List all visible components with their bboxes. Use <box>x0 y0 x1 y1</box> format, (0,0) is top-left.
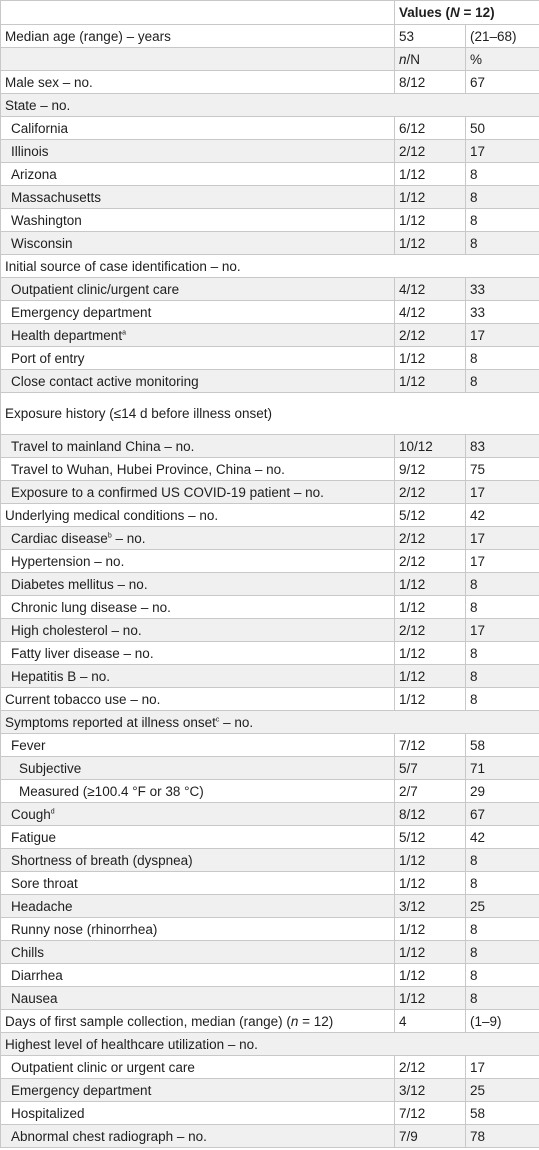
row-label-text: Headache <box>11 898 73 914</box>
table-row <box>1 25 539 48</box>
row-count: 7/9 <box>395 1125 466 1148</box>
row-percent: 29 <box>466 780 539 803</box>
row-count: 1/12 <box>395 232 466 255</box>
row-count: 53 <box>395 25 466 48</box>
row-label-text: Hepatitis B – no. <box>11 668 111 684</box>
row-label-suffix: – no. <box>111 530 146 546</box>
row-percent: 8 <box>466 688 539 711</box>
row-label <box>1 163 395 186</box>
table-row <box>1 140 539 163</box>
row-label-text: Exposure history (≤14 d before illness onset) <box>5 406 273 421</box>
table-header-row <box>1 1 539 25</box>
count-header-rest: /N <box>406 51 421 67</box>
table-row <box>1 278 539 301</box>
row-label <box>1 596 395 619</box>
row-label-text: Emergency department <box>11 304 152 320</box>
row-percent: 17 <box>466 481 539 504</box>
row-count: 1/12 <box>395 987 466 1010</box>
row-label <box>1 1010 395 1033</box>
row-label <box>1 370 395 393</box>
table-row <box>1 1102 539 1125</box>
row-label-text: Health department <box>11 327 123 343</box>
row-label <box>1 278 395 301</box>
table-row <box>1 1033 539 1056</box>
row-label-text: Hospitalized <box>11 1105 85 1121</box>
row-label-text: Port of entry <box>11 350 85 366</box>
row-label <box>1 71 395 94</box>
row-label-text: Chronic lung disease – no. <box>11 599 171 615</box>
table-row <box>1 435 539 458</box>
table-row <box>1 324 539 347</box>
row-percent: 33 <box>466 278 539 301</box>
row-percent: 17 <box>466 324 539 347</box>
table-row <box>1 941 539 964</box>
row-percent: 8 <box>466 918 539 941</box>
table-row <box>1 918 539 941</box>
row-label-text: Hypertension – no. <box>11 553 125 569</box>
table-row <box>1 481 539 504</box>
row-count: 7/12 <box>395 1102 466 1125</box>
row-label <box>1 1033 539 1056</box>
table-row <box>1 504 539 527</box>
table-row <box>1 757 539 780</box>
row-count: 1/12 <box>395 688 466 711</box>
table-row <box>1 186 539 209</box>
row-label-suffix: = 12) <box>298 1013 334 1029</box>
row-percent: 8 <box>466 370 539 393</box>
row-count: 8/12 <box>395 803 466 826</box>
row-label <box>1 140 395 163</box>
table-row <box>1 849 539 872</box>
table-row <box>1 301 539 324</box>
footnote-marker: d <box>50 808 55 815</box>
row-label-text: Current tobacco use – no. <box>5 691 161 707</box>
row-label-text: Emergency department <box>11 1082 152 1098</box>
row-count: 1/12 <box>395 209 466 232</box>
row-label <box>1 688 395 711</box>
header-values: Values (N = 12) <box>395 1 539 25</box>
row-label-text: High cholesterol – no. <box>11 622 142 638</box>
row-label <box>1 872 395 895</box>
row-label-text: Shortness of breath (dyspnea) <box>11 852 193 868</box>
row-percent: 50 <box>466 117 539 140</box>
row-label <box>1 1056 395 1079</box>
row-count: 5/12 <box>395 826 466 849</box>
table-row <box>1 665 539 688</box>
row-percent: 8 <box>466 596 539 619</box>
table-row <box>1 117 539 140</box>
row-percent: 8 <box>466 573 539 596</box>
row-percent: 42 <box>466 504 539 527</box>
table-row <box>1 619 539 642</box>
row-label <box>1 849 395 872</box>
row-label-text: Underlying medical conditions – no. <box>5 507 219 523</box>
row-label <box>1 895 395 918</box>
row-label-suffix: – no. <box>219 714 254 730</box>
row-label-text: Median age (range) – years <box>5 28 171 44</box>
row-label-text: Chills <box>11 944 45 960</box>
row-percent: 8 <box>466 347 539 370</box>
row-count: 2/7 <box>395 780 466 803</box>
table-row <box>1 987 539 1010</box>
row-percent: 25 <box>466 1079 539 1102</box>
footnote-marker: b <box>107 532 112 539</box>
row-percent: 8 <box>466 849 539 872</box>
row-label-text: Diarrhea <box>11 967 63 983</box>
row-percent: 8 <box>466 642 539 665</box>
row-percent: 17 <box>466 550 539 573</box>
row-count: 2/12 <box>395 1056 466 1079</box>
row-label-italic: n <box>290 1013 299 1029</box>
row-percent: 8 <box>466 665 539 688</box>
row-label <box>1 757 395 780</box>
row-count: 1/12 <box>395 941 466 964</box>
row-count: 1/12 <box>395 596 466 619</box>
row-label-text: Measured (≥100.4 °F or 38 °C) <box>19 783 204 799</box>
header-characteristic <box>1 1 395 25</box>
table-row <box>1 1125 539 1148</box>
row-label <box>1 665 395 688</box>
row-percent: 17 <box>466 527 539 550</box>
row-count: 2/12 <box>395 324 466 347</box>
row-label-text: Highest level of healthcare utilization – no. <box>5 1036 258 1052</box>
table-row <box>1 780 539 803</box>
row-percent: 17 <box>466 619 539 642</box>
row-label-text: Washington <box>11 212 82 228</box>
table-row <box>1 711 539 734</box>
row-count: 1/12 <box>395 665 466 688</box>
row-percent: 8 <box>466 163 539 186</box>
row-count: 2/12 <box>395 140 466 163</box>
row-percent: 8 <box>466 964 539 987</box>
row-percent: 8 <box>466 872 539 895</box>
row-label <box>1 481 395 504</box>
table-row <box>1 734 539 757</box>
row-label-text: Exposure to a confirmed US COVID-19 patient – no. <box>11 484 324 500</box>
row-label <box>1 1125 395 1148</box>
row-percent: 75 <box>466 458 539 481</box>
row-percent: 33 <box>466 301 539 324</box>
row-label <box>1 94 539 117</box>
table-row <box>1 803 539 826</box>
row-percent: 67 <box>466 71 539 94</box>
row-percent: 67 <box>466 803 539 826</box>
table-row <box>1 642 539 665</box>
row-label-text: Nausea <box>11 990 58 1006</box>
table-row <box>1 872 539 895</box>
row-label-text: Days of first sample collection, median (range) ( <box>5 1013 291 1029</box>
table-row <box>1 550 539 573</box>
row-count: 2/12 <box>395 481 466 504</box>
row-label-text: Outpatient clinic or urgent care <box>11 1059 195 1075</box>
row-count: 1/12 <box>395 186 466 209</box>
row-label <box>1 826 395 849</box>
table-row <box>1 826 539 849</box>
row-label-text: Fatigue <box>11 829 57 845</box>
row-count: 8/12 <box>395 71 466 94</box>
table-row <box>1 1079 539 1102</box>
row-label-text: Travel to mainland China – no. <box>11 438 195 454</box>
row-percent: 17 <box>466 140 539 163</box>
row-label-text: Diabetes mellitus – no. <box>11 576 148 592</box>
row-label <box>1 435 395 458</box>
row-count: 9/12 <box>395 458 466 481</box>
table-row <box>1 94 539 117</box>
row-label <box>1 232 395 255</box>
table-row <box>1 1010 539 1033</box>
row-label <box>1 527 395 550</box>
row-label <box>1 301 395 324</box>
table-row <box>1 895 539 918</box>
row-percent: 25 <box>466 895 539 918</box>
row-label <box>1 393 539 435</box>
row-label-text: Cough <box>11 806 51 822</box>
table-row <box>1 255 539 278</box>
table-row <box>1 163 539 186</box>
row-count: 3/12 <box>395 895 466 918</box>
row-label <box>1 48 395 71</box>
row-count: 1/12 <box>395 370 466 393</box>
table-body <box>1 25 539 1148</box>
row-label-text: Wisconsin <box>11 235 73 251</box>
row-label-text: Cardiac disease <box>11 530 108 546</box>
row-label <box>1 573 395 596</box>
row-label <box>1 941 395 964</box>
row-count: 5/7 <box>395 757 466 780</box>
row-count: 4/12 <box>395 278 466 301</box>
row-count: 1/12 <box>395 347 466 370</box>
row-percent: (21–68) <box>466 25 539 48</box>
row-label-text: Abnormal chest radiograph – no. <box>11 1128 207 1144</box>
row-percent: 8 <box>466 232 539 255</box>
row-label-text: Male sex – no. <box>5 74 93 90</box>
footnote-marker: c <box>215 716 220 723</box>
row-label-text: Outpatient clinic/urgent care <box>11 281 180 297</box>
row-count: 1/12 <box>395 872 466 895</box>
row-label <box>1 711 539 734</box>
row-count: 1/12 <box>395 849 466 872</box>
row-label-text: State – no. <box>5 97 71 113</box>
row-percent: 58 <box>466 1102 539 1125</box>
count-header-n: n <box>399 51 407 67</box>
percent-header: % <box>466 48 539 71</box>
table-row <box>1 964 539 987</box>
row-label <box>1 186 395 209</box>
row-label-text: Travel to Wuhan, Hubei Province, China – no. <box>11 461 285 477</box>
row-percent: 78 <box>466 1125 539 1148</box>
row-label <box>1 255 539 278</box>
row-label-text: Arizona <box>11 166 57 182</box>
row-label <box>1 458 395 481</box>
table-row <box>1 688 539 711</box>
row-label <box>1 734 395 757</box>
row-label <box>1 324 395 347</box>
row-percent: 8 <box>466 186 539 209</box>
row-count: 10/12 <box>395 435 466 458</box>
row-percent: 42 <box>466 826 539 849</box>
row-percent: (1–9) <box>466 1010 539 1033</box>
row-percent: 58 <box>466 734 539 757</box>
row-label <box>1 803 395 826</box>
row-label <box>1 504 395 527</box>
table-row <box>1 458 539 481</box>
row-count: 2/12 <box>395 619 466 642</box>
table-row <box>1 232 539 255</box>
row-label-text: Subjective <box>19 760 82 776</box>
table-row <box>1 596 539 619</box>
row-label <box>1 642 395 665</box>
table-row <box>1 347 539 370</box>
row-count: 2/12 <box>395 527 466 550</box>
row-percent: 8 <box>466 209 539 232</box>
row-label-text: Runny nose (rhinorrhea) <box>11 921 158 937</box>
row-label-text: California <box>11 120 69 136</box>
row-label <box>1 347 395 370</box>
row-count: 3/12 <box>395 1079 466 1102</box>
row-label <box>1 209 395 232</box>
row-label <box>1 619 395 642</box>
table-row <box>1 48 539 71</box>
row-count: 7/12 <box>395 734 466 757</box>
row-label <box>1 550 395 573</box>
row-count: 1/12 <box>395 964 466 987</box>
row-label-text: Illinois <box>11 143 49 159</box>
row-label-text: Massachusetts <box>11 189 102 205</box>
table-row <box>1 1056 539 1079</box>
table-row <box>1 527 539 550</box>
row-count: 4 <box>395 1010 466 1033</box>
row-percent: 71 <box>466 757 539 780</box>
footnote-marker: a <box>122 329 126 336</box>
row-label <box>1 117 395 140</box>
row-count: 1/12 <box>395 918 466 941</box>
row-label <box>1 1079 395 1102</box>
row-percent: 8 <box>466 941 539 964</box>
table-row <box>1 71 539 94</box>
row-label <box>1 780 395 803</box>
count-header <box>395 48 466 71</box>
row-label-text: Sore throat <box>11 875 78 891</box>
table-row <box>1 393 539 435</box>
row-label-text: Fever <box>11 737 46 753</box>
row-count: 2/12 <box>395 550 466 573</box>
row-count: 1/12 <box>395 573 466 596</box>
row-count: 1/12 <box>395 163 466 186</box>
row-percent: 8 <box>466 987 539 1010</box>
table-row <box>1 209 539 232</box>
row-percent: 17 <box>466 1056 539 1079</box>
row-label-text: Initial source of case identification – no. <box>5 258 241 274</box>
row-label <box>1 1102 395 1125</box>
row-label <box>1 25 395 48</box>
row-label-text: Fatty liver disease – no. <box>11 645 154 661</box>
row-label <box>1 964 395 987</box>
row-label-text: Close contact active monitoring <box>11 373 199 389</box>
row-label <box>1 918 395 941</box>
row-label-text: Symptoms reported at illness onset <box>5 714 216 730</box>
row-count: 5/12 <box>395 504 466 527</box>
row-percent: 83 <box>466 435 539 458</box>
table-row <box>1 573 539 596</box>
table-row <box>1 370 539 393</box>
row-count: 6/12 <box>395 117 466 140</box>
row-count: 4/12 <box>395 301 466 324</box>
row-count: 1/12 <box>395 642 466 665</box>
row-label <box>1 987 395 1010</box>
